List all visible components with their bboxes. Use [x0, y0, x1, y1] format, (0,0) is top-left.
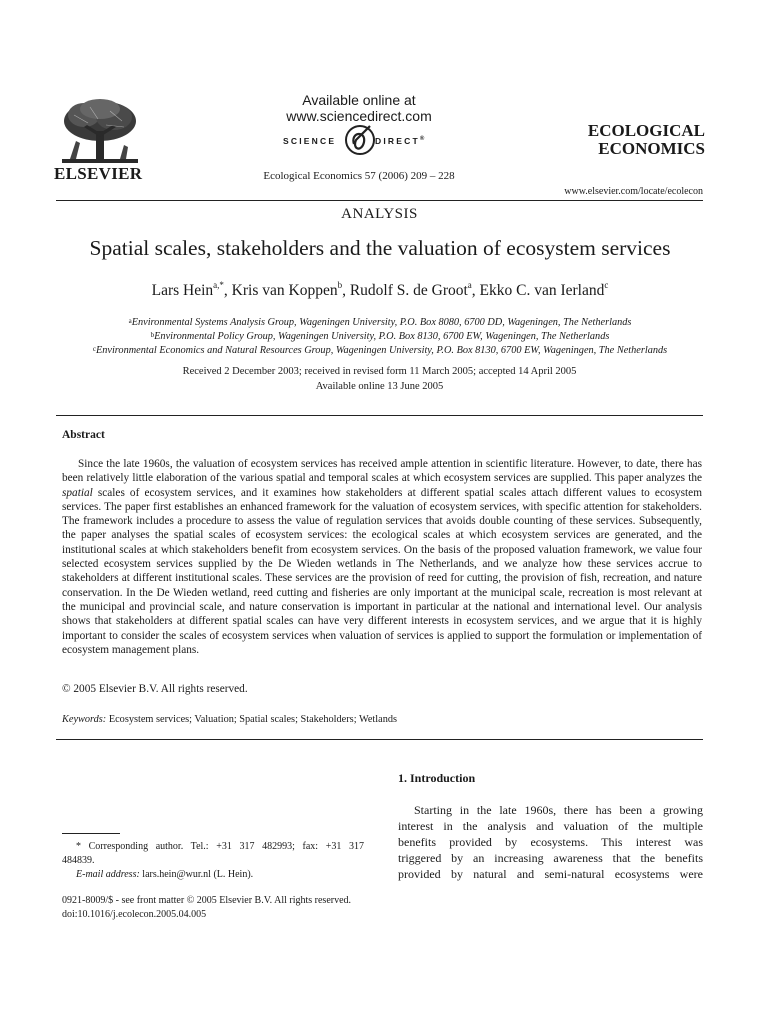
issn-line: 0921-8009/$ - see front matter © 2005 Elsevier B.V. All rights reserved. — [62, 895, 352, 906]
journal-url-link[interactable]: www.elsevier.com/locate/ecolecon — [564, 186, 703, 197]
affiliation-text: Environmental Systems Analysis Group, Wageningen University, P.O. Box 8080, 6700 DD, Wageningen, The Netherlands — [131, 317, 632, 328]
abstract-copyright: © 2005 Elsevier B.V. All rights reserved. — [62, 683, 248, 695]
journal-title-line2: ECONOMICS — [598, 139, 705, 158]
abstract-emphasis: spatial — [62, 486, 93, 499]
author-name: Kris van Koppen — [231, 282, 338, 299]
abstract-text-2: scales of ecosystem services, and it examines how stakeholders at different spatial scales attach different values to ecosystem services. The paper first establishes an enhanced framework for the valuation of ecosystem services, with specific attention for stakeholders. The framework includes a procedure to assess the value of regulation services that avoids double counting of these services. Subsequently, the paper analyses the spatial scales of ecosystem services: the ecological scales at which ecosystem services are generated, and the institutional scales at which stakeholders benefit from ecosystem services. On the basis of the proposed valuation framework, we value four selected ecosystem services supplied by the De Wieden wetlands in The Netherlands, and we analyze how these services accrue to stakeholders at different institutional scales. These services are the provision of reed for cutting, the provision of fish, recreation, and nature conservation. In the De Wieden wetland, reed cutting and fisheries are only important at the municipal scale, recreation is most relevant at the municipal and provincial scale, and nature conservation is important in particular at the national and international level. Our analysis shows that stakeholders at different spatial scales can have very different interests in ecosystem services, and we argue that it is highly important to consider the scales of ecosystem services when valuation of services is applied to support the formulation or implementation of ecosystem management plans. — [62, 486, 702, 656]
email-link[interactable]: lars.hein@wur.nl (L. Hein). — [142, 869, 254, 880]
author-name: Ekko C. van Ierland — [479, 282, 605, 299]
author-affiliation-marker: b — [337, 280, 343, 290]
keywords-text: Ecosystem services; Valuation; Spatial scales; Stakeholders; Wetlands — [108, 714, 397, 725]
abstract-top-divider — [56, 415, 703, 416]
author-affiliation-marker: c — [604, 280, 609, 290]
email-note — [62, 869, 253, 880]
keywords — [62, 714, 702, 725]
intro-heading: 1. Introduction — [398, 771, 476, 785]
keywords-label: Keywords: — [62, 714, 107, 725]
doi-link[interactable]: doi:10.1016/j.ecolecon.2005.04.005 — [62, 909, 207, 920]
article-history — [56, 364, 703, 394]
intro-line: interest in the analysis and valuation of the multiple — [398, 819, 703, 833]
abstract-bottom-divider — [56, 739, 703, 740]
affiliation-a — [30, 317, 730, 328]
intro-line: triggered by an increasing awareness that the benefits — [398, 851, 703, 865]
sciencedirect-wordmark-left: SCIENCE — [283, 136, 337, 146]
abstract-heading: Abstract — [62, 429, 105, 441]
author-affiliation-marker: a — [467, 280, 472, 290]
affiliation-marker: c — [92, 345, 96, 353]
sciencedirect-wordmark-right-text: DIRECT — [375, 136, 420, 146]
journal-title-line1: ECOLOGICAL — [587, 121, 705, 140]
abstract-body — [62, 457, 702, 657]
journal-title — [575, 122, 705, 158]
journal-citation: Ecological Economics 57 (2006) 209 – 228 — [263, 170, 455, 182]
affiliation-b — [30, 331, 730, 342]
available-online-date: Available online 13 June 2005 — [315, 381, 444, 392]
author-list — [30, 282, 730, 300]
intro-body — [398, 802, 703, 882]
abstract-text-1: Since the late 1960s, the valuation of ecosystem services has received ample attention in scientific literature. However, to date, there has been relatively little elaboration of the various spatial and temporal scales at which ecosystem services are supplied. This paper analyzes the — [62, 458, 702, 485]
sciencedirect-wordmark-right — [375, 136, 426, 146]
registered-mark: ® — [419, 136, 427, 142]
affiliation-text: Environmental Economics and Natural Resources Group, Wageningen University, P.O. Box 8130, 6700 EW, Wageningen, The Netherlands — [95, 345, 668, 356]
available-online-link[interactable]: Available online at www.sciencedirect.com — [286, 92, 432, 124]
author-name: Rudolf S. de Groot — [349, 282, 468, 299]
section-label: ANALYSIS — [341, 206, 418, 222]
front-matter — [62, 894, 351, 922]
author-name: Lars Hein — [151, 282, 214, 299]
email-label: E-mail address: — [76, 869, 140, 880]
corresponding-author-note — [62, 840, 364, 868]
received-dates: Received 2 December 2003; received in revised form 11 March 2005; accepted 14 April 2005 — [182, 366, 577, 377]
corresponding-author-line2: 484839. — [62, 855, 95, 866]
author-separator: , — [471, 282, 480, 299]
header-divider — [56, 200, 703, 201]
abstract-paragraph — [62, 457, 702, 657]
author-affiliation-marker: a,* — [213, 280, 224, 290]
intro-line: benefits provided by ecosystems. This interest was — [398, 835, 703, 849]
affiliation-marker: a — [128, 317, 132, 325]
intro-line: provided by natural and semi-natural ecosystems were — [398, 867, 703, 881]
footnote-divider — [62, 833, 120, 834]
affiliation-c — [30, 345, 730, 356]
author-separator: , — [342, 282, 350, 299]
author-separator: , — [223, 282, 232, 299]
affiliation-marker: b — [150, 331, 155, 339]
article-title: Spatial scales, stakeholders and the valuation of ecosystem services — [89, 236, 671, 260]
publisher-name: ELSEVIER — [54, 164, 143, 183]
corresponding-author-line1: * Corresponding author. Tel.: +31 317 482993; fax: +31 317 — [76, 841, 364, 852]
affiliation-text: Environmental Policy Group, Wageningen University, P.O. Box 8130, 6700 EW, Wageningen, The Netherlands — [154, 331, 610, 342]
intro-line: Starting in the late 1960s, there has been a growing — [414, 803, 703, 817]
